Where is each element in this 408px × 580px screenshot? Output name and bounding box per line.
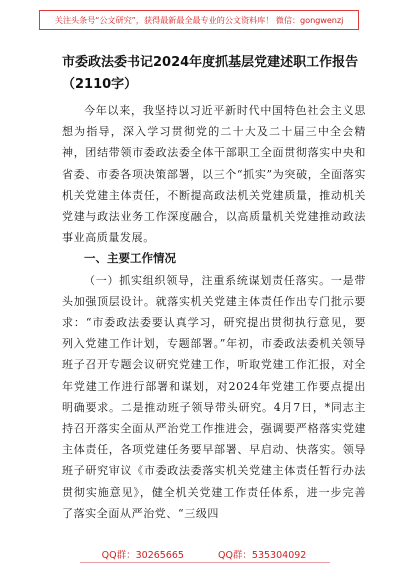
footer-divider: [80, 562, 330, 563]
header-banner: 关注头条号“公文研究”，获得最新最全最专业的公文资料库！ 微信：gongwenzj: [39, 10, 359, 30]
footer-qq-group-1: QQ群：30265665: [101, 550, 184, 561]
document-title: 市委政法委书记2024年度抓基层党建述职工作报告（2110字）: [62, 55, 359, 92]
footer-qq-group-2: QQ群：535304092: [217, 550, 307, 561]
footer-qq-groups: [0, 549, 408, 563]
section-paragraph: （一）抓实组织领导，注重系统谋划责任落实。一是带头加强顶层设计。就落实机关党建主体责任作出专门批示要求：“市委政法委要认真学习，研究提出贯彻执行意见，要列入党建工作计划，专题部署。”年初，市委政法委机关领导班子召开专题会议研究党建工作，听取党建工作汇报，对全年党建工作进行部署和谋划，对2024年党建工作要点提出明确要求。二是推动班子领导带头研究。4月7日，*同志主持召开落实全面从严治党工作推进会，强调要严格落实党建主体责任，各项党建任务要早部署、早启动、快落实。领导班子研究审议《市委政法委落实机关党建主体责任暂行办法贯彻实施意见》，健全机关党建工作责任体系，进一步完善了落实全面从严治党、“三级四: [62, 273, 366, 520]
document-body: [62, 52, 366, 524]
section-heading: 一、主要工作情况: [84, 251, 176, 266]
intro-paragraph: 今年以来，我坚持以习近平新时代中国特色社会主义思想为指导，深入学习贯彻党的二十大及二十届三中全会精神，团结带领市委政法委全体干部职工全面贯彻落实中央和省委、市委各项决策部署，以三个“抓实”为突破，全面落实机关党建主体责任，不断提高政法机关党建质量，推动机关党建与政法业务工作深度融合，以高质量机关党建推动政法事业高质量发展。: [62, 104, 366, 245]
